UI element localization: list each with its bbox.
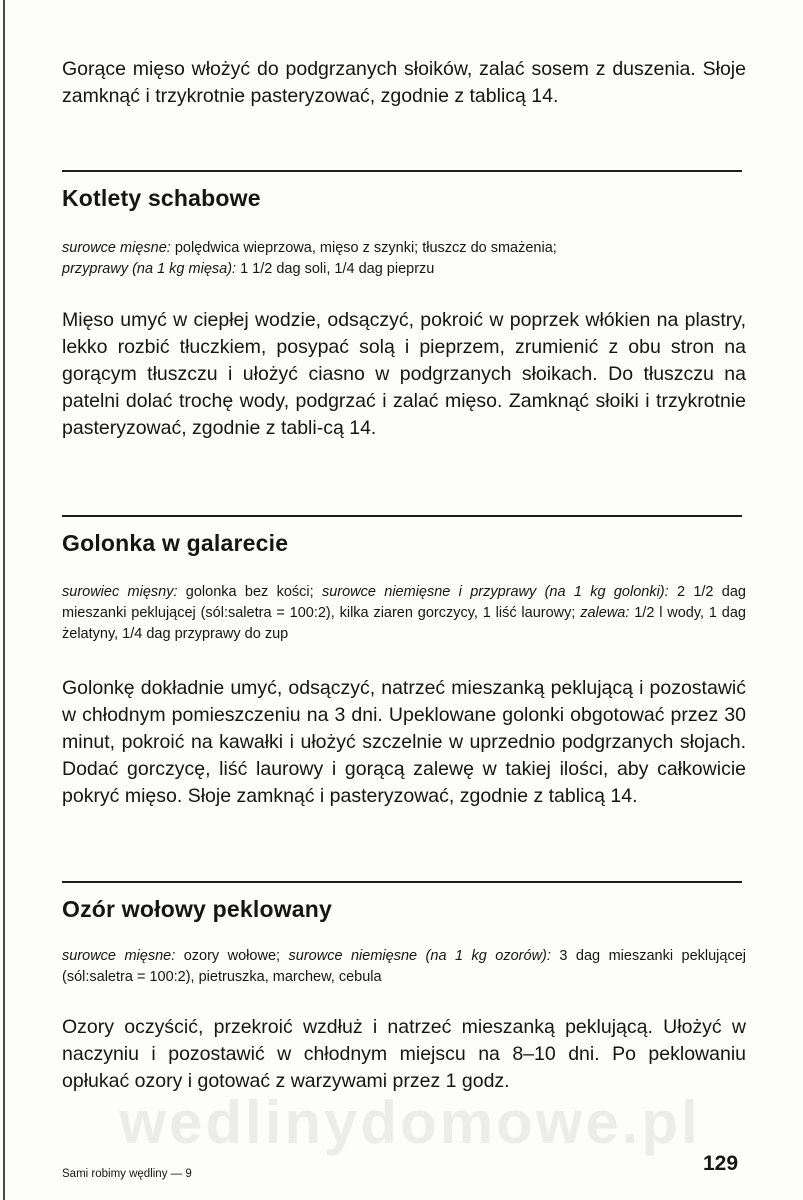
recipe-ingredients — [62, 582, 746, 645]
section-divider — [62, 170, 742, 172]
ingredient-label: surowce niemięsne (na 1 kg ozorów): — [288, 948, 551, 964]
ingredient-text: ozory wołowe; — [175, 948, 289, 964]
ingredient-label: zalewa: — [580, 605, 630, 621]
recipe-title: Kotlety schabowe — [62, 185, 261, 211]
ingredient-text: 3 dag mieszanki peklującej (sól:saletra = 100:2), pietruszka, marchew, cebula — [62, 948, 747, 985]
footer-book-title: Sami robimy wędliny — 9 — [62, 1168, 192, 1180]
recipe-title: Golonka w galarecie — [62, 530, 289, 556]
ingredient-label: surowiec mięsny: — [62, 584, 178, 600]
ingredient-text: 1/2 l wody, 1 dag żelatyny, 1/4 dag przyprawy do zup — [62, 605, 746, 642]
ingredient-label: surowce mięsne: — [62, 240, 171, 256]
ingredient-label: surowce niemięsne i przyprawy (na 1 kg golonki): — [321, 584, 669, 600]
recipe-instructions: Mięso umyć w ciepłej wodzie, odsączyć, pokroić w poprzek włókien na plastry, lekko rozbić tłuczkiem, posypać solą i pieprzem, zrumienić z obu stron na gorącym tłuszczu i ułożyć ciasno w podgrzanych słoikach. Do tłuszczu na patelni dolać trochę wody, podgrzać i zalać mięso. Zamknąć słoiki i trzykrotnie pasteryzować, zgodnie z tabli-cą 14. — [62, 309, 746, 439]
section-divider — [62, 881, 742, 883]
section-divider — [62, 515, 742, 517]
recipe-instructions: Golonkę dokładnie umyć, odsączyć, natrzeć mieszanką peklującą i pozostawić w chłodnym pomieszczeniu na 3 dni. Upeklowane golonki obgotować przez 30 minut, pokroić na kawałki i ułożyć szczelnie w uprzednio podgrzanych słojach. Dodać gorczycę, liść laurowy i gorącą zalewę w takiej ilości, aby całkowicie pokryć mięso. Słoje zamknąć i pasteryzować, zgodnie z tablicą 14. — [62, 677, 746, 807]
recipe-instructions: Ozory oczyścić, przekroić wzdłuż i natrzeć mieszanką peklującą. Ułożyć w naczyniu i pozostawić w chłodnym miejscu na 8–10 dni. Po peklowaniu opłukać ozory i gotować z warzywami przez 1 godz. — [62, 1016, 746, 1092]
recipe-ingredients — [62, 946, 746, 988]
intro-paragraph: Gorące mięso włożyć do podgrzanych słoików, zalać sosem z duszenia. Słoje zamknąć i trzykrotnie pasteryzować, zgodnie z tablicą 14. — [62, 58, 746, 107]
page-edge — [3, 0, 5, 1200]
ingredient-label: surowce mięsne: — [62, 948, 176, 964]
ingredient-label: przyprawy (na 1 kg mięsa): — [62, 261, 237, 277]
ingredient-text: golonka bez kości; — [177, 584, 322, 600]
page-number: 129 — [703, 1152, 739, 1175]
recipe-title: Ozór wołowy peklowany — [62, 896, 333, 922]
recipe-ingredients — [62, 238, 746, 280]
ingredient-text: polędwica wieprzowa, mięso z szynki; tłuszcz do smażenia; — [170, 240, 557, 256]
ingredient-text: 1 1/2 dag soli, 1/4 dag pieprzu — [236, 261, 435, 277]
watermark: wedlinydomowe.pl — [119, 1089, 701, 1156]
ingredient-text: 2 1/2 dag mieszanki peklującej (sól:saletra = 100:2), kilka ziaren gorczycy, 1 liść laurowy; — [62, 584, 746, 621]
